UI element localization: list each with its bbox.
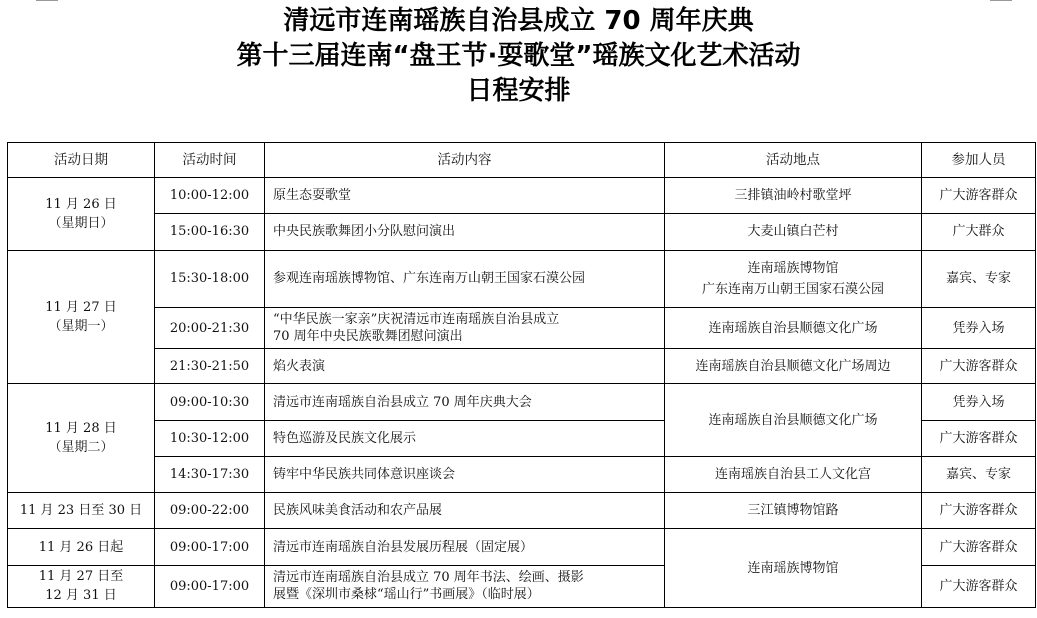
content-cell — [265, 307, 665, 348]
date-cell-nov26-onward: 11 月 26 日起 — [8, 529, 155, 565]
header-participants: 参加人员 — [922, 143, 1036, 178]
table-row — [8, 178, 1036, 214]
table-row — [8, 384, 1036, 420]
table-row — [8, 307, 1036, 348]
location-cell: 连南瑶族自治县顺德文化广场周边 — [665, 349, 922, 384]
date-line: 12 月 31 日 — [45, 588, 117, 604]
title-line-1: 清远市连南瑶族自治县成立 70 周年庆典 — [283, 6, 754, 36]
date-cell-nov27-dec31 — [8, 565, 155, 607]
participants-cell: 广大游客群众 — [922, 529, 1036, 565]
table-row — [8, 250, 1036, 307]
participants-cell: 广大游客群众 — [922, 565, 1036, 607]
content-cell: 铸牢中华民族共同体意识座谈会 — [265, 456, 665, 492]
table-row — [8, 214, 1036, 250]
header-location: 活动地点 — [665, 143, 922, 178]
time-cell: 20:00-21:30 — [155, 307, 265, 348]
schedule-table — [7, 142, 1036, 608]
location-cell: 连南瑶族自治县顺德文化广场 — [665, 384, 922, 457]
header-content: 活动内容 — [265, 143, 665, 178]
participants-cell: 嘉宾、专家 — [922, 456, 1036, 492]
time-cell: 09:00-17:00 — [155, 565, 265, 607]
time-cell: 10:00-12:00 — [155, 178, 265, 214]
location-cell: 连南瑶族自治县工人文化宫 — [665, 456, 922, 492]
location-cell: 连南瑶族自治县顺德文化广场 — [665, 307, 922, 348]
content-cell: 清远市连南瑶族自治县成立 70 周年庆典大会 — [265, 384, 665, 420]
date-cell-nov28 — [8, 384, 155, 493]
table-header-row — [8, 143, 1036, 178]
participants-cell: 凭券入场 — [922, 384, 1036, 420]
date-cell-nov27 — [8, 250, 155, 384]
content-cell: 民族风味美食活动和农产品展 — [265, 493, 665, 529]
date-cell-nov26 — [8, 178, 155, 251]
participants-cell: 广大游客群众 — [922, 493, 1036, 529]
table-row — [8, 493, 1036, 529]
participants-cell: 广大游客群众 — [922, 349, 1036, 384]
date-text: 11 月 26 日 — [45, 196, 117, 212]
participants-cell: 广大群众 — [922, 214, 1036, 250]
location-cell — [665, 250, 922, 307]
location-cell: 大麦山镇白芒村 — [665, 214, 922, 250]
date-text: 11 月 28 日 — [45, 421, 117, 437]
content-cell: 参观连南瑶族博物馆、广东连南万山朝王国家石漠公园 — [265, 250, 665, 307]
header-date: 活动日期 — [8, 143, 155, 178]
content-cell: 清远市连南瑶族自治县发展历程展（固定展） — [265, 529, 665, 565]
time-cell: 14:30-17:30 — [155, 456, 265, 492]
date-text: 11 月 27 日 — [45, 299, 117, 315]
participants-cell: 嘉宾、专家 — [922, 250, 1036, 307]
table-row — [8, 456, 1036, 492]
header-time: 活动时间 — [155, 143, 265, 178]
table-row — [8, 529, 1036, 565]
content-line: 清远市连南瑶族自治县成立 70 周年书法、绘画、摄影 — [273, 570, 584, 586]
location-line: 连南瑶族博物馆 — [747, 260, 839, 276]
content-cell: 原生态耍歌堂 — [265, 178, 665, 214]
time-cell: 09:00-22:00 — [155, 493, 265, 529]
time-cell: 09:00-10:30 — [155, 384, 265, 420]
table-row — [8, 349, 1036, 384]
time-cell: 10:30-12:00 — [155, 420, 265, 456]
corner-mark-right — [990, 0, 1012, 1]
location-cell: 三排镇油岭村歌堂坪 — [665, 178, 922, 214]
date-cell-nov23-30: 11 月 23 日至 30 日 — [8, 493, 155, 529]
participants-cell: 凭券入场 — [922, 307, 1036, 348]
weekday-text: （星期二） — [48, 440, 114, 456]
weekday-text: （星期一） — [48, 318, 114, 334]
content-cell — [265, 565, 665, 607]
time-cell: 21:30-21:50 — [155, 349, 265, 384]
time-cell: 09:00-17:00 — [155, 529, 265, 565]
participants-cell: 广大游客群众 — [922, 420, 1036, 456]
weekday-text: （星期日） — [48, 215, 114, 231]
content-cell: 中央民族歌舞团小分队慰问演出 — [265, 214, 665, 250]
content-line: 展暨《深圳市桑梂“瑶山行”书画展》（临时展） — [273, 587, 540, 603]
date-line: 11 月 27 日至 — [38, 569, 124, 585]
title-line-2: 第十三届连南“盘王节·耍歌堂”瑶族文化艺术活动 — [236, 41, 801, 71]
corner-mark-left — [36, 0, 58, 1]
time-cell: 15:30-18:00 — [155, 250, 265, 307]
time-cell: 15:00-16:30 — [155, 214, 265, 250]
location-cell: 连南瑶族博物馆 — [665, 529, 922, 608]
location-cell: 三江镇博物馆路 — [665, 493, 922, 529]
title-line-3: 日程安排 — [466, 76, 571, 106]
document-title — [0, 4, 1037, 109]
content-line: 70 周年中央民族歌舞团慰问演出 — [273, 329, 463, 345]
content-cell: 特色巡游及民族文化展示 — [265, 420, 665, 456]
participants-cell: 广大游客群众 — [922, 178, 1036, 214]
content-cell: 焰火表演 — [265, 349, 665, 384]
location-line: 广东连南万山朝王国家石漠公园 — [701, 281, 884, 297]
content-line: “中华民族一家亲”庆祝清远市连南瑶族自治县成立 — [273, 312, 560, 328]
